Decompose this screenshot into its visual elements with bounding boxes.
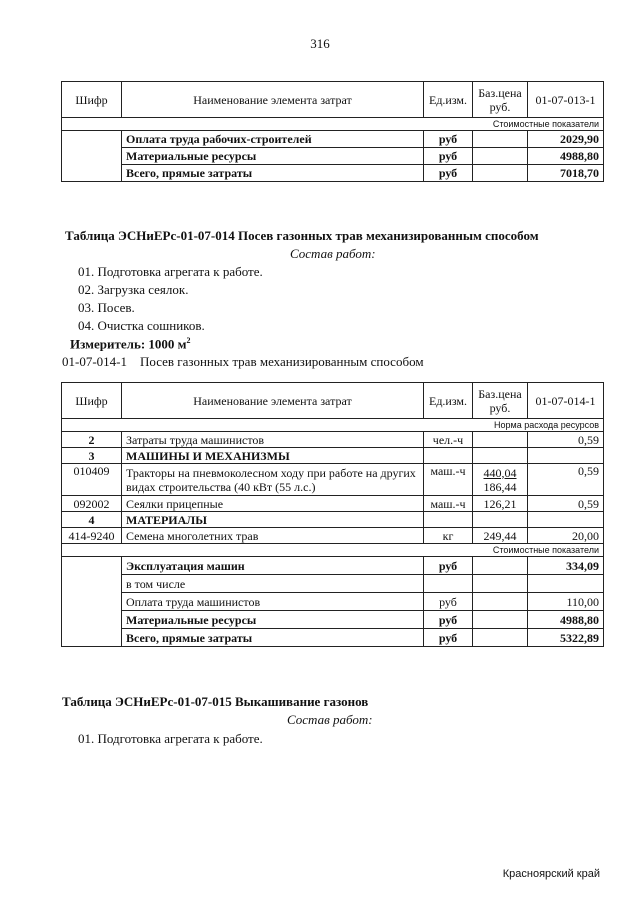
row-value: 2029,90 [528,131,604,148]
header-code: Шифр [62,383,122,419]
table-header-row [62,383,604,419]
row-unit: руб [424,629,473,647]
table-row [62,593,604,611]
row-name: Эксплуатация машин [122,557,424,575]
work-step: 04. Очистка сошников. [78,318,205,333]
norm-description: 01-07-014-1 Посев газонных трав механизированным способом [62,354,424,369]
row-unit: руб [424,593,473,611]
row-name: Тракторы на пневмоколесном ходу при работе на других видах строительства (40 кВт (55 л.с.) [122,464,424,496]
row-value: 334,09 [528,557,604,575]
section-heading: МАТЕРИАЛЫ [122,512,424,528]
table-row [62,512,604,528]
row-price: 249,44 [473,528,528,544]
table-row [62,165,604,182]
row-unit: чел.-ч [424,432,473,448]
row-unit: руб [424,611,473,629]
row-value: 0,59 [528,432,604,448]
work-step: 01. Подготовка агрегата к работе. [78,731,263,746]
row-name: Всего, прямые затраты [122,165,424,182]
header-name: Наименование элемента затрат [122,383,424,419]
row-code: 414-9240 [62,528,122,544]
row-value: 20,00 [528,528,604,544]
row-value: 110,00 [528,593,604,611]
row-unit: руб [424,165,473,182]
caption-row [62,544,604,557]
row-unit: маш.-ч [424,496,473,512]
row-value: 5322,89 [528,629,604,647]
header-unit: Ед.изм. [424,383,473,419]
row-name: Материальные ресурсы [122,148,424,165]
row-code: 4 [62,512,122,528]
row-code: 3 [62,448,122,464]
row-value: 4988,80 [528,148,604,165]
caption-row [62,419,604,432]
table-row [62,528,604,544]
row-name: Всего, прямые затраты [122,629,424,647]
row-name: Материальные ресурсы [122,611,424,629]
row-name: в том числе [122,575,424,593]
row-code: 092002 [62,496,122,512]
table-row [62,496,604,512]
table-row [62,464,604,496]
row-price: 440,04 186,44 [473,464,528,496]
row-name: Сеялки прицепные [122,496,424,512]
row-name: Оплата труда машинистов [122,593,424,611]
row-unit: маш.-ч [424,464,473,496]
table-row [62,575,604,593]
row-name: Оплата труда рабочих-строителей [122,131,424,148]
work-step: 03. Посев. [78,300,135,315]
table-row [62,131,604,148]
table-row [62,611,604,629]
region-footer: Красноярский край [502,868,600,880]
table-row [62,629,604,647]
table-row [62,148,604,165]
row-unit: руб [424,557,473,575]
table-row [62,448,604,464]
header-code: Шифр [62,82,122,118]
row-price: 126,21 [473,496,528,512]
header-norm: 01-07-014-1 [528,383,604,419]
work-step: 01. Подготовка агрегата к работе. [78,264,263,279]
header-price: Баз.цена руб. [473,383,528,419]
header-price: Баз.цена руб. [473,82,528,118]
meter-label: Измеритель: 1000 $м^2$ [70,336,191,352]
header-norm: 01-07-013-1 [528,82,604,118]
norm-caption: Норма расхода ресурсов [62,419,604,432]
row-value: 4988,80 [528,611,604,629]
row-unit: руб [424,148,473,165]
row-value: 7018,70 [528,165,604,182]
header-name: Наименование элемента затрат [122,82,424,118]
cost-table-013 [61,81,604,182]
caption-row [62,118,604,131]
table-row [62,557,604,575]
table-row [62,432,604,448]
row-unit: кг [424,528,473,544]
resource-table-014 [61,382,604,647]
header-unit: Ед.изм. [424,82,473,118]
row-value: 0,59 [528,496,604,512]
row-unit: руб [424,131,473,148]
page-number: 316 [310,36,330,51]
row-name: Семена многолетних трав [122,528,424,544]
section-title-015: Таблица ЭСНиЕРс-01-07-015 Выкашивание газонов [62,694,369,709]
cost-caption: Стоимостные показатели [62,118,604,131]
work-step: 02. Загрузка сеялок. [78,282,189,297]
composition-heading: Состав работ: [290,246,376,261]
row-code: 010409 [62,464,122,496]
cost-caption: Стоимостные показатели [62,544,604,557]
table-header-row [62,82,604,118]
row-name: Затраты труда машинистов [122,432,424,448]
row-value: 0,59 [528,464,604,496]
section-heading: МАШИНЫ И МЕХАНИЗМЫ [122,448,424,464]
row-code: 2 [62,432,122,448]
section-title-014: Таблица ЭСНиЕРс-01-07-014 Посев газонных трав механизированным способом [65,228,539,243]
composition-heading: Состав работ: [287,712,373,727]
